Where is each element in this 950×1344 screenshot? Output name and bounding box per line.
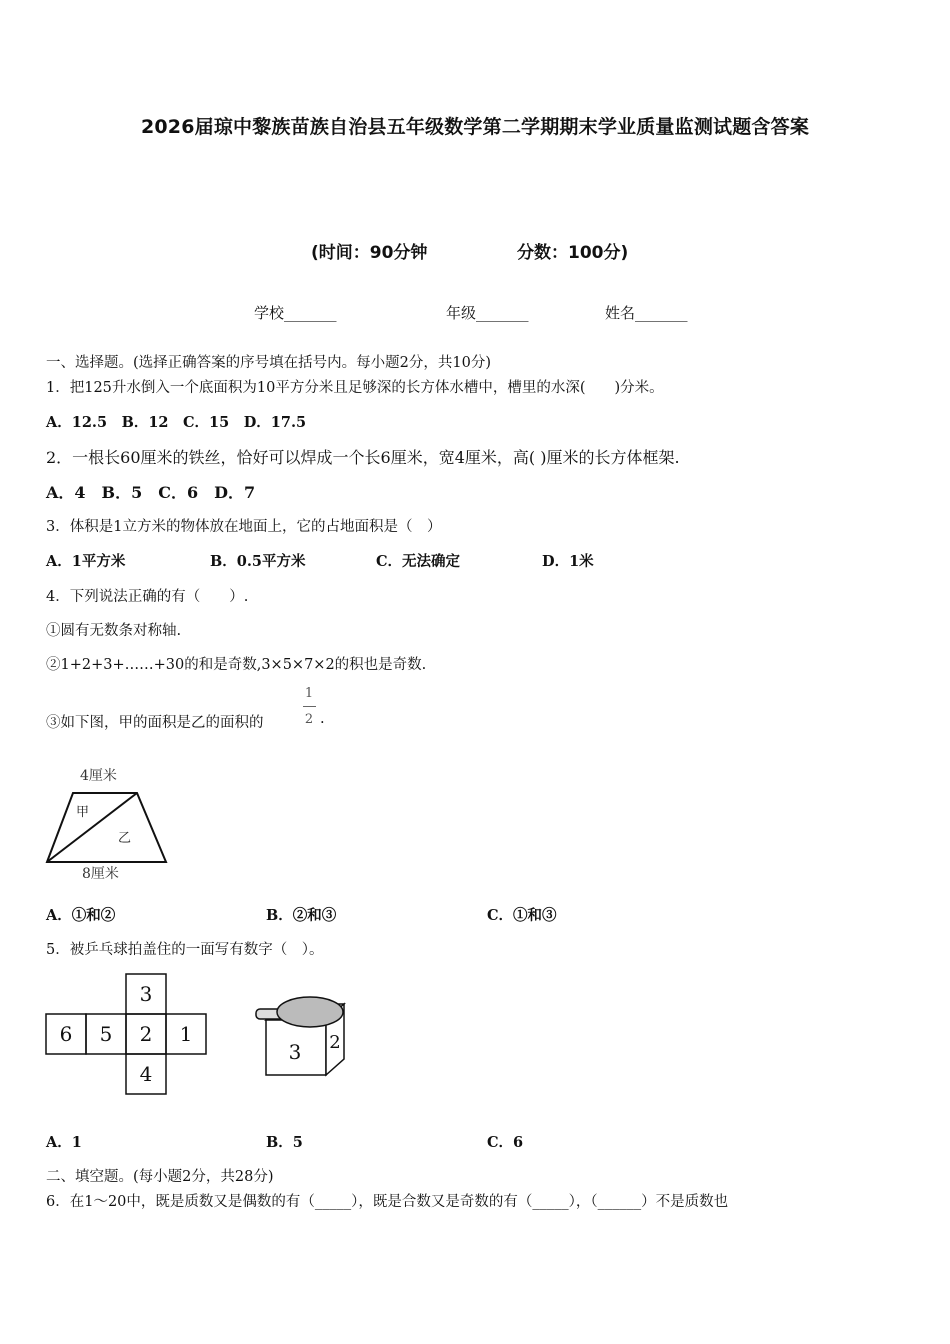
question-3-option-d: D．1米 <box>542 553 594 570</box>
score-label: 分数：100分) <box>517 243 629 263</box>
question-5-option-c: C．6 <box>487 1134 524 1151</box>
trapezoid-yi-label: 乙 <box>118 831 132 846</box>
school-field: 学校_______ <box>254 304 337 322</box>
question-3-option-c: C．无法确定 <box>376 553 461 570</box>
paddle-head <box>277 997 343 1027</box>
fraction-numerator: 1 <box>304 686 314 701</box>
net-number-top: 3 <box>139 982 153 1006</box>
time-label: (时间：90分钟 <box>311 243 428 263</box>
trapezoid-bottom-label: 8厘米 <box>82 866 119 882</box>
question-4-option-b: B．②和③ <box>266 907 337 924</box>
question-2: 2．一根长60厘米的铁丝，恰好可以焊成一个长6厘米，宽4厘米，高( )厘米的长方体框架. <box>46 448 680 467</box>
cube-paddle-figure <box>252 990 356 1080</box>
question-1-options: A．12.5 B．12 C．15 D．17.5 <box>46 414 307 431</box>
trapezoid-figure <box>40 762 180 886</box>
cube-net-figure <box>44 972 210 1096</box>
question-4-statement-2: ②1+2+3+……+30的和是奇数,3×5×7×2的积也是奇数. <box>46 657 427 673</box>
net-number-bottom: 4 <box>139 1062 153 1086</box>
question-4-statement-3: ③如下图，甲的面积是乙的面积的 <box>46 715 264 731</box>
question-3-option-a: A．1平方米 <box>46 553 126 570</box>
section-2-heading: 二、填空题。(每小题2分，共28分) <box>46 1169 274 1185</box>
question-4-option-a: A．①和② <box>46 907 116 924</box>
name-field: 姓名_______ <box>605 304 688 322</box>
fraction-denominator: 2 <box>304 712 314 727</box>
cube-side-number: 2 <box>329 1032 341 1053</box>
net-number-center: 2 <box>139 1022 153 1046</box>
net-number-right: 1 <box>179 1022 193 1046</box>
net-number-left-2: 6 <box>59 1022 73 1046</box>
question-3: 3．体积是1立方米的物体放在地面上，它的占地面积是（ ） <box>46 519 442 535</box>
fraction-bar <box>303 706 316 707</box>
question-2-options: A．4 B．5 C．6 D．7 <box>46 483 256 502</box>
grade-field: 年级_______ <box>446 304 529 322</box>
question-4-statement-1: ①圆有无数条对称轴. <box>46 623 182 639</box>
page-title: 2026届琼中黎族苗族自治县五年级数学第二学期期末学业质量监测试题含答案 <box>140 116 810 138</box>
question-5-option-a: A．1 <box>46 1134 82 1151</box>
question-5-option-b: B．5 <box>266 1134 303 1151</box>
trapezoid-top-label: 4厘米 <box>80 768 117 784</box>
question-4-option-c: C．①和③ <box>487 907 557 924</box>
question-3-option-b: B．0.5平方米 <box>210 553 306 570</box>
question-6: 6．在1～20中，既是质数又是偶数的有（_____），既是合数又是奇数的有（_____），（______）不是质数也 <box>46 1194 729 1210</box>
net-number-left-1: 5 <box>99 1022 113 1046</box>
trapezoid-shape <box>47 793 166 862</box>
question-4: 4．下列说法正确的有（ ）. <box>46 589 249 605</box>
cube-front-number: 3 <box>288 1040 302 1064</box>
trapezoid-jia-label: 甲 <box>76 805 90 820</box>
statement-3-end: . <box>320 711 325 727</box>
question-1: 1．把125升水倒入一个底面积为10平方分米且足够深的长方体水槽中，槽里的水深( )分米。 <box>46 380 664 396</box>
section-1-heading: 一、选择题。(选择正确答案的序号填在括号内。每小题2分，共10分) <box>46 355 491 371</box>
question-5: 5．被乒乓球拍盖住的一面写有数字（ ）。 <box>46 942 324 958</box>
